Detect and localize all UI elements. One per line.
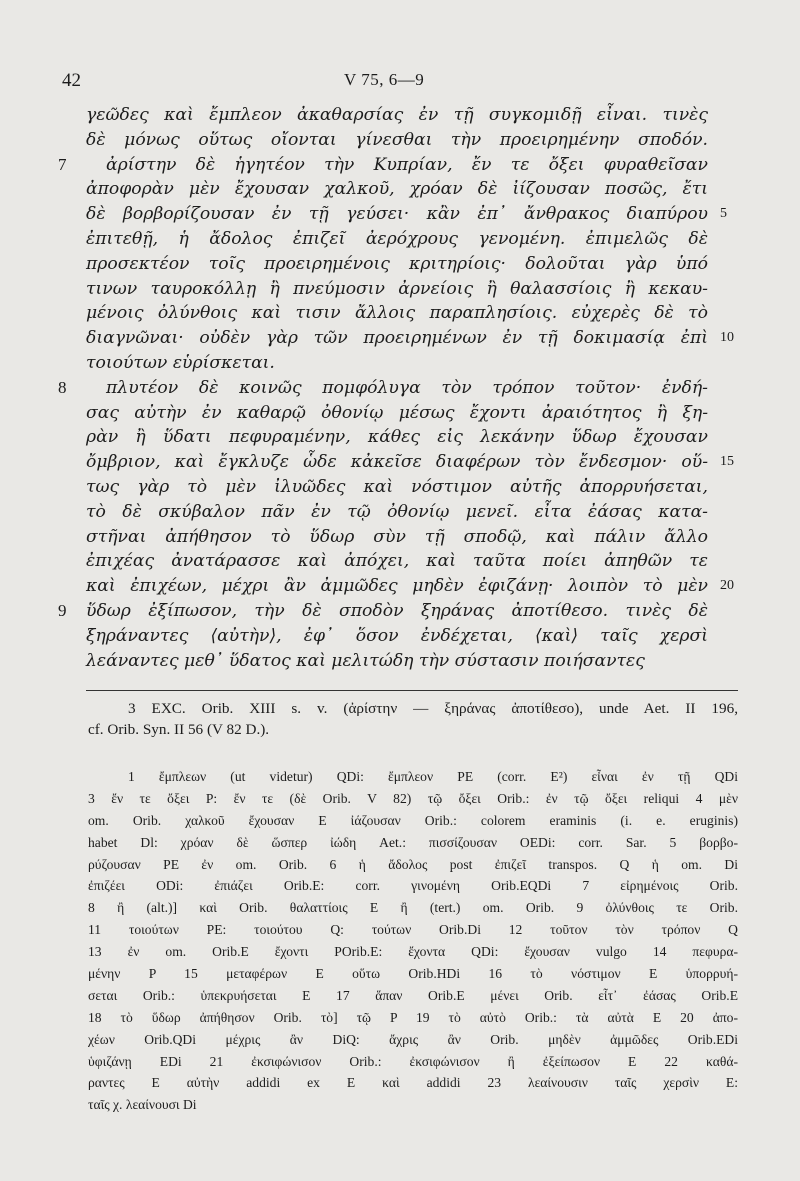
apparatus-text: 1 ἔμπλεων (ut videtur) QDi: ἔμπλεον PE (corr. E²) εἶναι ἐν τῇ QDi [128,769,738,784]
apparatus-line [0,1029,800,1051]
apparatus-text: 3 ἔν τε ὄξει P: ἔν τε (δὲ Orib. V 82) τῷ ὄξει Orib.: ἐν τῷ ὄξει reliqui 4 μὲν [88,790,738,806]
text-line-content: λεάναντες μεθ᾿ ὕδατος καὶ μελιτώδη τὴν σύστασιν ποιήσαντες [86,650,645,671]
apparatus-text: 18 τὸ ὕδωρ ἀπήθησον Orib. τὸ] τῷ P 19 τὸ αὐτὸ Orib.: τὰ αὐτὰ E 20 ἀπο- [88,1009,738,1025]
text-line-content: ἐπιχέας ἀνατάρασσε καὶ ἀπόχει, καὶ ταῦτα ποίει ἀπηθῶν τε [86,551,708,572]
text-line-content: ἀρίστην δὲ ἡγητέον τὴν Κυπρίαν, ἔν τε ὄξει φυραθεῖσαν [106,154,708,175]
text-line-content: μένοις ὀλύνθοις καὶ τισιν ἄλλοις παραπλησίοις. εὐχερὲς δὲ τὸ [86,303,708,324]
testimonia-line [0,719,800,740]
apparatus-text: ἐπιζέει ODi: ἐπιάζει Orib.E: corr. γινομένη Orib.EQDi 7 εἰρημένοις Orib. [88,878,738,894]
apparatus-line [0,919,800,941]
apparatus-line [0,1072,800,1094]
testimonia-text: cf. Orib. Syn. II 56 (V 82 D.). [88,721,270,738]
text-line [0,103,800,128]
apparatus-text: om. Orib. χαλκοῦ ἔχουσαν E ἰάζουσαν Orib.: colorem eraminis (i. e. eruginis) [88,812,738,828]
text-line-content: δὲ βορβορίζουσαν ἐν τῇ γεύσει· κἂν ἐπ᾿ ἄνθρακος διαπύρου [86,204,708,225]
text-line-content: καὶ ἐπιχέων, μέχρι ἂν ἀμμῶδες μηδὲν ἐφιζάνῃ· λοιπὸν τὸ μὲν [86,576,708,597]
text-line-content: τινων ταυροκόλλῃ ἢ πνεύμοσιν ἀρνείοις ἢ θαλασσίοις ἢ κεκαυ- [86,278,708,299]
running-title: V 75, 6—9 [344,70,425,89]
text-line [0,525,800,550]
line-number: 5 [720,206,727,222]
text-line-content: προσεκτέον τοῖς προειρημένοις κριτηρίοις· δολοῦται γὰρ ὑπό [86,253,708,274]
text-line [0,227,800,252]
text-line-content: τοιούτων εὑρίσκεται. [86,352,275,373]
text-line [0,351,800,376]
text-line-content: ἀποφορὰν μὲν ἔχουσαν χαλκοῦ, χρόαν δὲ ἰίζουσαν ποσῶς, ἔτι [86,179,708,200]
text-line-content: στῆναι ἀπήθησον τὸ ὕδωρ σὺν τῇ σποδῷ, καὶ πάλιν ἄλλο [86,526,708,547]
apparatus-text: 13 ἐν om. Orib.E ἔχοντι POrib.E: ἔχοντα QDi: ἔχουσαν vulgo 14 πεφυρα- [88,944,738,960]
section-number: 8 [58,377,67,397]
apparatus-line [0,832,800,854]
text-line [0,177,800,202]
text-line [0,574,800,599]
apparatus-line [0,941,800,963]
apparatus-line [0,810,800,832]
apparatus-line [0,1094,800,1116]
text-line [0,425,800,450]
apparatus-text: ὑφιζάνῃ EDi 21 ἐκσιφώνισον Orib.: ἐκσιφώνισον ἢ ἐξείπωσον E 22 καθά- [88,1053,738,1069]
text-line [0,624,800,649]
testimonia-apparatus [0,698,800,740]
critical-apparatus [0,766,800,1116]
text-line [0,277,800,302]
apparatus-text: 11 τοιούτων PE: τοιούτου Q: τούτων Orib.Di 12 τοῦτον τὸν τρόπον Q [88,922,738,938]
text-line [0,128,800,153]
apparatus-text: χέων Orib.QDi μέχρις ἂν DiQ: ἄχρις ἂν Orib. μηδὲν ἀμμῶδες Orib.EDi [88,1031,738,1047]
text-line-content: πλυτέον δὲ κοινῶς πομφόλυγα τὸν τρόπον τοῦτον· ἐνδή- [106,377,708,398]
apparatus-text: ραντες E αὐτὴν addidi ex E καὶ addidi 23 λεαίνουσιν ταῖς χερσὶν E: [88,1075,738,1091]
apparatus-line [0,875,800,897]
text-line [0,500,800,525]
text-line-content: ξηράναντες ⟨αὐτὴν⟩, ἐφ᾿ ὅσον ἐνδέχεται, ⟨καὶ⟩ ταῖς χερσὶ [86,625,708,646]
apparatus-text: ρύζουσαν PE ἐν om. Orib. 6 ἡ ἄδολος post ἐπιζεῖ transpos. Q ἡ om. Di [88,856,738,872]
text-line [0,326,800,351]
line-number: 15 [720,454,734,470]
text-line [0,475,800,500]
text-line [0,153,800,178]
text-line [0,599,800,624]
line-number: 20 [720,578,734,594]
apparatus-text: 8 ἢ (alt.)] καὶ Orib. θαλαττίοις E ἢ (tert.) om. Orib. 9 ὀλύνθοις τε Orib. [88,900,738,916]
testimonia-line [0,698,800,719]
page-number: 42 [62,70,81,91]
text-line-content: ὄμβριον, καὶ ἔγκλυζε ὧδε κἀκεῖσε διαφέρων τὸν ἔνδεσμον· οὕ- [86,452,708,473]
section-number: 9 [58,600,67,620]
text-line [0,450,800,475]
apparatus-divider [86,690,738,691]
apparatus-text: σεται Orib.: ὑπεκρυήσεται E 17 ἅπαν Orib.E μένει Orib. εἶτ᾿ ἐάσας Orib.E [88,987,738,1003]
text-line [0,252,800,277]
apparatus-line [0,963,800,985]
apparatus-line [0,897,800,919]
apparatus-line [0,1007,800,1029]
text-line [0,376,800,401]
apparatus-line [0,985,800,1007]
apparatus-line [0,854,800,876]
text-line-content: ὕδωρ ἐξίπωσον, τὴν δὲ σποδὸν ξηράνας ἀποτίθεσο. τινὲς δὲ [86,600,708,621]
text-line [0,649,800,674]
testimonia-text: 3 EXC. Orib. XIII s. v. (ἀρίστην — ξηράνας ἀποτίθεσο), unde Aet. II 196, [128,700,738,717]
text-line-content: σας αὐτὴν ἐν καθαρῷ ὀθονίῳ μέσως ἔχοντι ἀραιότητος ἢ ξη- [86,402,708,423]
text-line [0,301,800,326]
text-line [0,549,800,574]
page-header [0,70,800,96]
text-line [0,401,800,426]
apparatus-text: μένην P 15 μεταφέρων E οὕτω Orib.HDi 16 τὸ νόστιμον E ὑπορρυή- [88,966,738,982]
apparatus-line [0,1051,800,1073]
apparatus-text: ταῖς χ. λεαίνουσι Di [88,1097,197,1113]
apparatus-line [0,788,800,810]
text-line-content: τὸ δὲ σκύβαλον πᾶν ἐν τῷ ὀθονίῳ μενεῖ. εἶτα ἐάσας κατα- [86,501,708,522]
text-line-content: ἐπιτεθῇ, ἡ ἄδολος ἐπιζεῖ ἀερόχρους γενομένη. ἐπιμελῶς δὲ [86,228,708,249]
apparatus-text: habet Dl: χρόαν δὲ ὥσπερ ἰώδη Aet.: πισσίζουσαν OEDi: corr. Sar. 5 βορβο- [88,834,738,850]
text-line-content: ρὰν ἢ ὕδατι πεφυραμένην, κάθες εἰς λεκάνην ὕδωρ ἔχουσαν [86,427,708,448]
main-text [0,103,800,673]
section-number: 7 [58,154,67,174]
text-line-content: δὲ μόνως οὕτως οἴονται γίνεσθαι τὴν προειρημένην σποδόν. [86,129,708,150]
line-number: 10 [720,330,734,346]
text-line [0,202,800,227]
apparatus-line [0,766,800,788]
text-line-content: διαγνῶναι· οὐδὲν γὰρ τῶν προειρημένων ἐν τῇ δοκιμασίᾳ ἐπὶ [86,328,708,349]
text-line-content: γεῶδες καὶ ἔμπλεον ἀκαθαρσίας ἐν τῇ συγκομιδῇ εἶναι. τινὲς [86,105,708,125]
text-line-content: τως γὰρ τὸ μὲν ἰλυῶδες καὶ νόστιμον αὐτῆς ἀπορρυήσεται, [86,476,708,497]
